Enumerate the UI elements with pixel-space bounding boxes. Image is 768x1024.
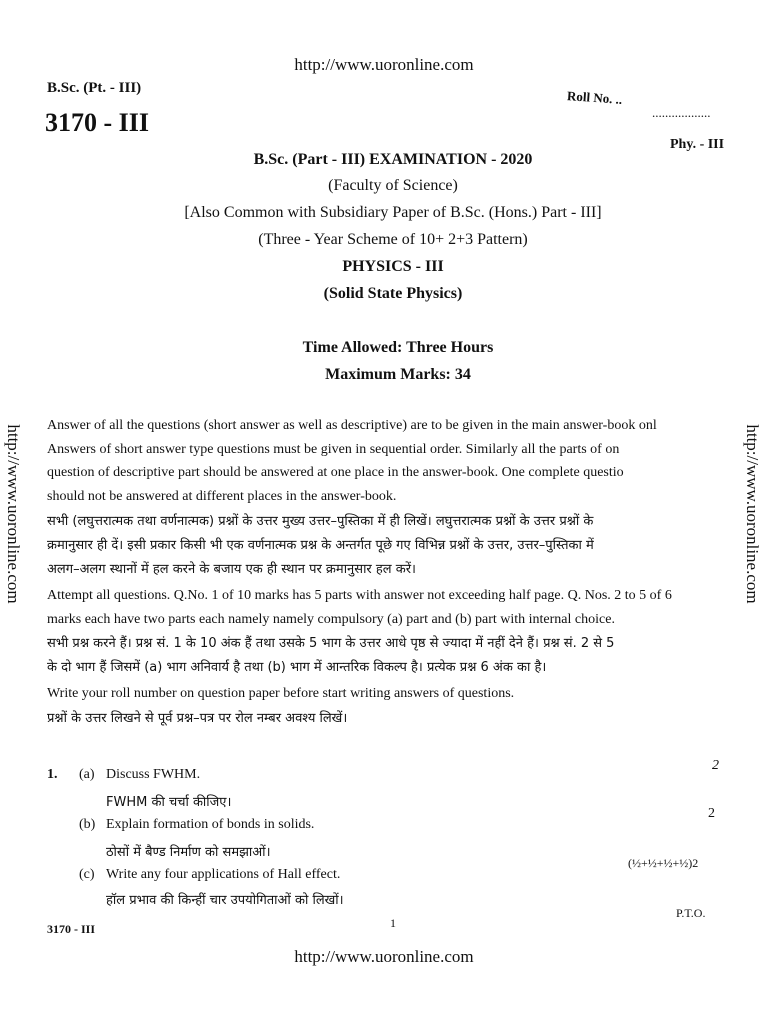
right-side-url: http://www.uoronline.com: [743, 424, 762, 604]
instruction-line: के दो भाग हैं जिसमें (a) भाग अनिवार्य है तथा (b) भाग में आन्तरिक विकल्प है। प्रत्येक प्रश्न 6 अंक का है।: [47, 660, 547, 675]
instruction-line: सभी (लघुत्तरात्मक तथा वर्णनात्मक) प्रश्नों के उत्तर मुख्य उत्तर–पुस्तिका में ही लिखें। लघुत्तरात्मक प्रश्नों के उत्तर प्रश्नों के: [47, 514, 594, 529]
instructions-hindi-1: [47, 510, 737, 582]
part-a-marks: 2: [712, 758, 719, 773]
instructions-english-3: [47, 682, 737, 706]
instruction-line: Answers of short answer type questions must be given in sequential order. Similarly all the parts of on: [47, 441, 620, 457]
instruction-line: Answer of all the questions (short answer as well as descriptive) are to be given in the main answer-book onl: [47, 418, 657, 433]
part-c-english: Write any four applications of Hall effect.: [106, 867, 341, 882]
part-b-english: Explain formation of bonds in solids.: [106, 817, 315, 832]
instruction-line: क्रमानुसार ही दें। इसी प्रकार किसी भी एक वर्णनात्मक प्रश्न के अन्तर्गत पूछे गए विभिन्न प्रश्नों के उत्तर, उत्तर–पुस्तिका में: [47, 538, 594, 553]
exam-title: B.Sc. (Part - III) EXAMINATION - 2020: [253, 151, 533, 168]
part-b-label: (b): [79, 817, 96, 832]
instruction-line: प्रश्नों के उत्तर लिखने से पूर्व प्रश्न–पत्र पर रोल नम्बर अवश्य लिखें।: [47, 711, 348, 726]
part-b-marks: 2: [708, 806, 715, 821]
part-a-hindi: FWHM की चर्चा कीजिए।: [106, 795, 232, 810]
roll-number-label: [567, 88, 623, 108]
roll-number-dots: ..................: [652, 105, 711, 120]
roll-label-text: Roll No. ..: [566, 88, 623, 107]
scheme-line: (Three - Year Scheme of 10+ 2+3 Pattern): [258, 231, 528, 248]
pto-label: P.T.O.: [676, 906, 706, 920]
part-a-label: (a): [79, 767, 95, 782]
instruction-line: Attempt all questions. Q.No. 1 of 10 marks has 5 parts with answer not exceeding half page. Q. Nos. 2 to 5 of 6: [47, 588, 672, 603]
topic-title: (Solid State Physics): [323, 285, 463, 302]
common-line: [Also Common with Subsidiary Paper of B.Sc. (Hons.) Part - III]: [184, 204, 602, 221]
instruction-line: सभी प्रश्न करने हैं। प्रश्न सं. 1 के 10 अंक हैं तथा उसके 5 भाग के उत्तर आधे पृष्ठ से ज्यादा में नहीं देने हैं। प्रश्न सं. 2 से 5: [47, 636, 615, 651]
part-c-marks: (½+½+½+½)2: [628, 856, 699, 870]
footer-paper-code: 3170 - III: [47, 922, 96, 936]
instruction-line: should not be answered at different places in the answer-book.: [47, 488, 397, 504]
paper-code: 3170 - III: [45, 108, 150, 137]
instruction-line: question of descriptive part should be answered at one place in the answer-book. One complete questio: [47, 465, 624, 480]
left-side-url: http://www.uoronline.com: [4, 424, 23, 604]
subject-code: Phy. - III: [670, 137, 725, 152]
instruction-line: marks each have two parts each namely namely compulsory (a) part and (b) part with internal choice.: [47, 611, 615, 627]
time-allowed: Time Allowed: Three Hours: [302, 339, 494, 356]
maximum-marks: Maximum Marks: 34: [325, 366, 471, 383]
instructions-english-2: [47, 584, 737, 631]
instruction-line: अलग–अलग स्थानों में हल करने के बजाय एक ही स्थान पर क्रमानुसार हल करें।: [47, 562, 416, 577]
page-number: 1: [390, 916, 396, 930]
course-label: B.Sc. (Pt. - III): [47, 80, 142, 96]
subject-title: PHYSICS - III: [342, 258, 444, 275]
instructions-english-1: [47, 414, 737, 508]
instruction-line: Write your roll number on question paper before start writing answers of questions.: [47, 686, 515, 701]
part-a-english: Discuss FWHM.: [106, 767, 201, 782]
question-number: 1.: [47, 767, 58, 782]
top-url: http://www.uoronline.com: [294, 55, 474, 74]
bottom-url: http://www.uoronline.com: [294, 947, 474, 966]
part-c-label: (c): [79, 867, 95, 882]
part-b-hindi: ठोसों में बैण्ड निर्माण को समझाओं।: [106, 845, 271, 860]
instructions-hindi-3: [47, 707, 737, 731]
faculty-line: (Faculty of Science): [328, 177, 458, 194]
instructions-hindi-2: [47, 632, 737, 680]
part-c-hindi: हॉल प्रभाव की किन्हीं चार उपयोगिताओं को लिखों।: [106, 893, 344, 908]
